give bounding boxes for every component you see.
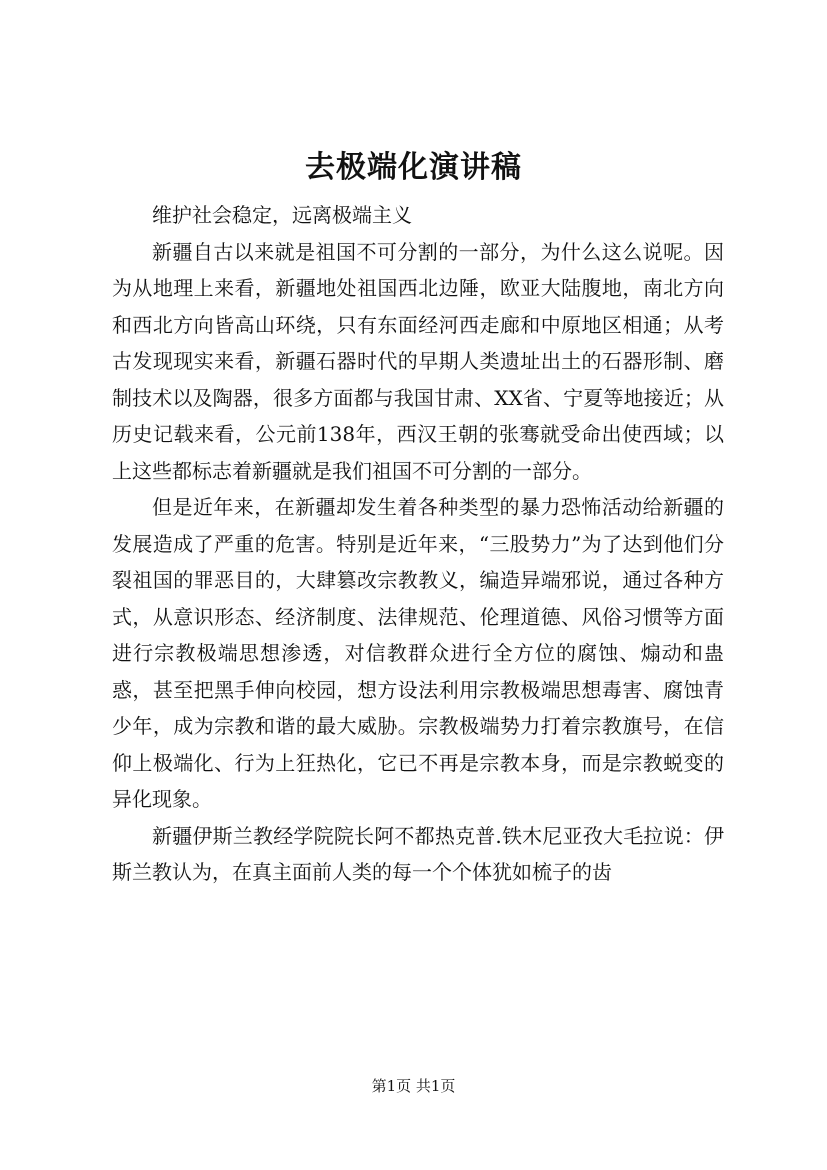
document-body: [112, 197, 724, 891]
document-subtitle: 维护社会稳定，远离极端主义: [152, 203, 412, 227]
paragraph-1: 新疆自古以来就是祖国不可分割的一部分，为什么这么说呢。因为从地理上来看，新疆地处祖国西北边陲，欧亚大陆腹地，南北方向和西北方向皆高山环绕，只有东面经河西走廊和中原地区相通；从考古发现现实来看，新疆石器时代的早期人类遗址出土的石器形制、磨制技术以及陶器，很多方面都与我国甘肃、XX省、宁夏等地接近；从历史记载来看，公元前138年，西汉王朝的张骞就受命出使西域；以上这些都标志着新疆就是我们祖国不可分割的一部分。: [112, 239, 724, 483]
page-number-footer: 第1页 共1页: [371, 1077, 456, 1095]
document-title: 去极端化演讲稿: [305, 150, 522, 185]
paragraph-2: 但是近年来，在新疆却发生着各种类型的暴力恐怖活动给新疆的发展造成了严重的危害。特别是近年来，“三股势力”为了达到他们分裂祖国的罪恶目的，大肆篡改宗教教义，编造异端邪说，通过各种方式，从意识形态、经济制度、法律规范、伦理道德、风俗习惯等方面进行宗教极端思想渗透，对信教群众进行全方位的腐蚀、煽动和蛊惑，甚至把黑手伸向校园，想方设法利用宗教极端思想毒害、腐蚀青少年，成为宗教和谐的最大威胁。宗教极端势力打着宗教旗号，在信仰上极端化、行为上狂热化，它已不再是宗教本身，而是宗教蜕变的异化现象。: [112, 495, 724, 811]
paragraph-3: 新疆伊斯兰教经学院院长阿不都热克普.铁木尼亚孜大毛拉说：伊斯兰教认为，在真主面前人类的每一个个体犹如梳子的齿: [112, 823, 724, 884]
